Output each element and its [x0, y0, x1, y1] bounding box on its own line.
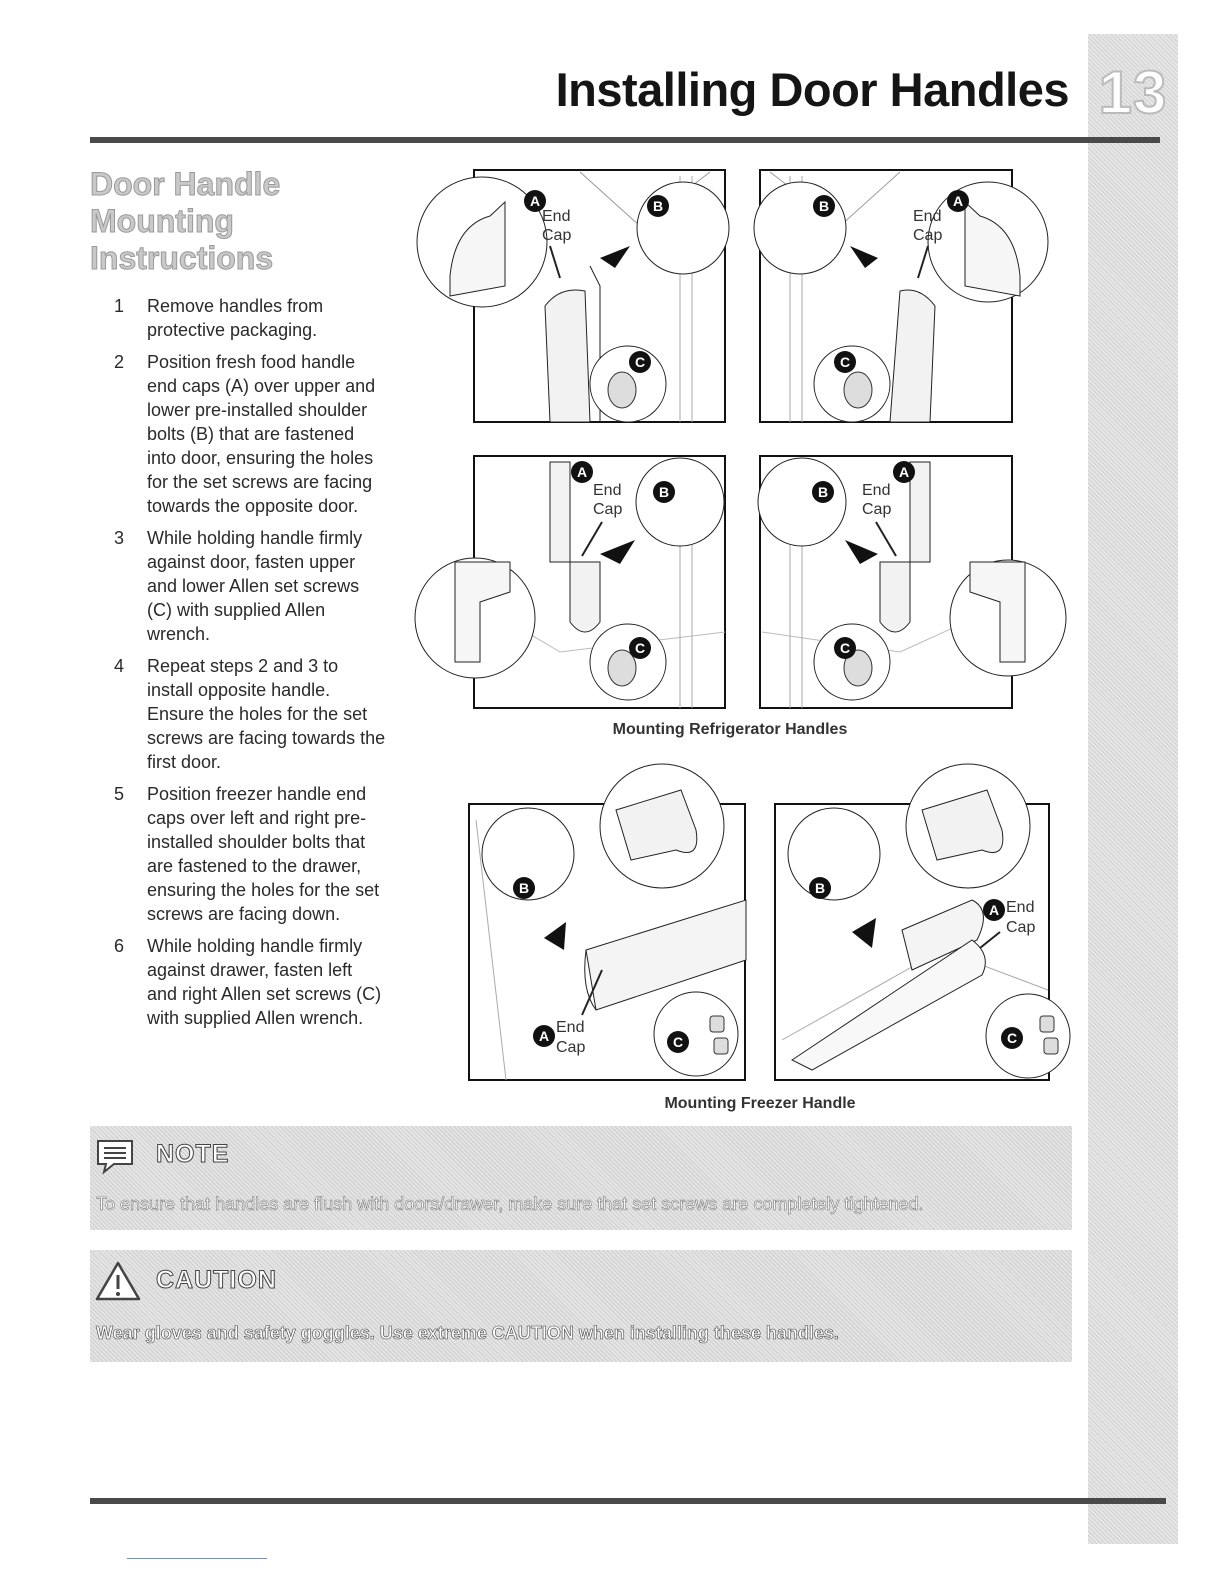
step-number: 5 [114, 784, 125, 804]
step-text: Position fresh food handle end caps (A) over upper and lower pre-installed shoulder bolts (B) that are fastened into door, ensuring the holes for the set screws are facing towards the opposite door. [147, 352, 376, 516]
callout-b-letter: B [818, 198, 830, 214]
step-number: 6 [114, 936, 125, 956]
fridge-handle-figure-upper-left [410, 166, 730, 428]
note-icon [94, 1138, 136, 1181]
side-tab-strip [1088, 34, 1178, 1544]
footer-rule [90, 1498, 1166, 1504]
caution-text: Wear gloves and safety goggles. Use extreme CAUTION when installing these handles. [96, 1323, 839, 1343]
step-number: 2 [114, 352, 125, 372]
section-heading [90, 166, 390, 277]
step-number: 3 [114, 528, 125, 548]
page-title: Installing Door Handles [555, 63, 1069, 116]
section-heading-line: Mounting [90, 203, 234, 239]
end-cap-label-end: End [913, 208, 942, 225]
caution-title: CAUTION [156, 1266, 277, 1294]
step-number: 1 [114, 296, 125, 316]
step-text: Position freezer handle end caps over left and right pre-installed shoulder bolts that are fastened to the drawer, ensuring the holes for the set screws are facing down. [147, 784, 380, 924]
end-cap-label-end: End [593, 482, 622, 499]
step-item [110, 782, 400, 926]
note-banner [90, 1126, 1072, 1230]
callout-c-letter: C [672, 1034, 684, 1050]
step-item [110, 934, 400, 1030]
callout-c-letter: C [634, 354, 646, 370]
callout-a-letter: A [538, 1028, 550, 1044]
note-title: NOTE [156, 1140, 230, 1168]
callout-a-letter: A [529, 193, 541, 209]
end-cap-label-cap: Cap [556, 1039, 586, 1056]
callout-c-letter: C [634, 640, 646, 656]
step-text: Remove handles from protective packaging. [147, 296, 324, 340]
warning-triangle-icon [94, 1260, 142, 1307]
callout-a-letter: A [898, 464, 910, 480]
end-cap-label-cap: Cap [593, 501, 623, 518]
instruction-steps [110, 294, 400, 1038]
fridge-handle-figure-lower-left [410, 452, 730, 714]
step-text: Repeat steps 2 and 3 to install opposite handle. Ensure the holes for the set screws are facing towards the first door. [147, 656, 386, 772]
callout-b-letter: B [658, 484, 670, 500]
section-heading-line: Door Handle [90, 166, 281, 202]
end-cap-label-cap: Cap [542, 227, 572, 244]
callout-a-letter: A [988, 902, 1000, 918]
step-text: While holding handle firmly against door, fasten upper and lower Allen set screws (C) with supplied Allen wrench. [147, 528, 363, 644]
step-text: While holding handle firmly against drawer, fasten left and right Allen set screws (C) with supplied Allen wrench. [147, 936, 382, 1028]
section-heading-line: Instructions [90, 240, 274, 276]
end-cap-label-cap: Cap [913, 227, 943, 244]
end-cap-label-end: End [542, 208, 571, 225]
callout-c-letter: C [839, 354, 851, 370]
callout-c-letter: C [839, 640, 851, 656]
footer-link-underline [127, 1558, 267, 1559]
page-number: 13 [1098, 59, 1168, 126]
step-item [110, 294, 400, 342]
refrigerator-figure-caption: Mounting Refrigerator Handles [612, 721, 848, 738]
step-item [110, 526, 400, 646]
freezer-handle-figure-right [772, 760, 1072, 1086]
callout-a-letter: A [576, 464, 588, 480]
end-cap-label-cap: Cap [862, 501, 892, 518]
callout-b-letter: B [817, 484, 829, 500]
end-cap-label-end: End [862, 482, 891, 499]
fridge-handle-figure-lower-right [750, 452, 1070, 714]
end-cap-label-cap: Cap [1006, 919, 1036, 936]
end-cap-label-end: End [556, 1019, 585, 1036]
callout-b-letter: B [518, 880, 530, 896]
caution-banner [90, 1250, 1072, 1362]
header-rule [90, 137, 1160, 143]
step-number: 4 [114, 656, 125, 676]
end-cap-label-end: End [1006, 899, 1035, 916]
step-item [110, 654, 400, 774]
note-text: To ensure that handles are flush with doors/drawer, make sure that set screws are completely tightened. [96, 1194, 924, 1214]
step-item [110, 350, 400, 518]
callout-a-letter: A [952, 193, 964, 209]
callout-b-letter: B [814, 880, 826, 896]
freezer-figure-caption: Mounting Freezer Handle [664, 1095, 856, 1112]
callout-b-letter: B [652, 198, 664, 214]
callout-c-letter: C [1006, 1030, 1018, 1046]
fridge-handle-figure-upper-right [750, 166, 1050, 428]
freezer-handle-figure-left [466, 760, 756, 1086]
